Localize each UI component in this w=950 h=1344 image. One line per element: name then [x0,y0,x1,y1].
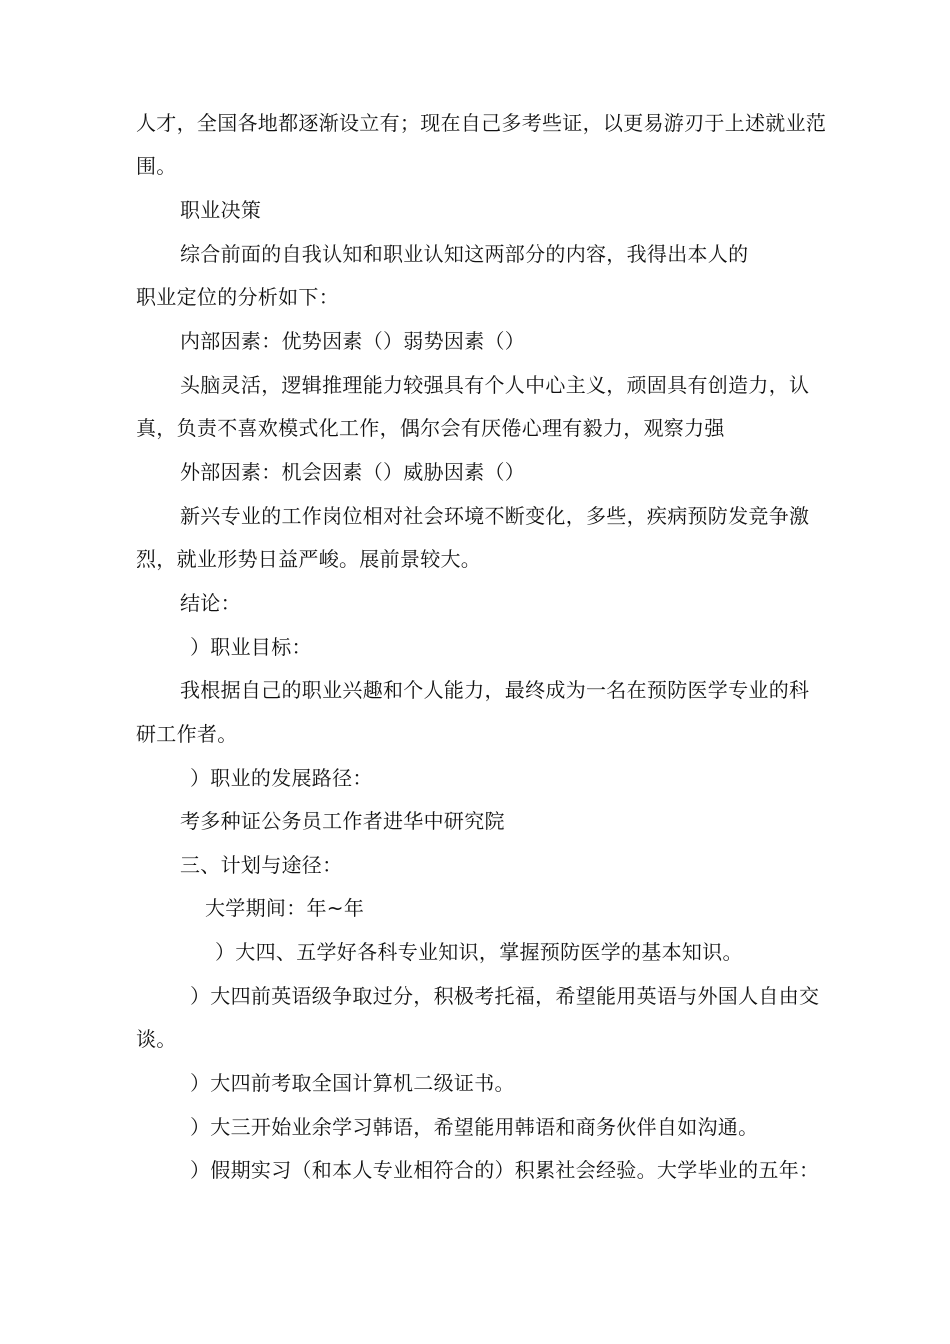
list-item: ）大四、五学好各科专业知识，掌握预防医学的基本知识。 [215,940,743,964]
paragraph-line: 内部因素：优势因素（）弱势因素（） [180,329,526,353]
list-item: ）职业目标： [190,635,312,659]
paragraph-line: 考多种证公务员工作者进华中研究院 [180,809,505,833]
section-heading: 三、计划与途径： [180,853,343,877]
paragraph-line: 外部因素：机会因素（）威胁因素（） [180,460,526,484]
paragraph-line: 研工作者。 [136,722,238,746]
list-item: ）大四前考取全国计算机二级证书。 [190,1071,515,1095]
list-item: ）假期实习（和本人专业相符合的）积累社会经验。大学毕业的五年： [190,1158,820,1182]
list-item: ）职业的发展路径： [190,766,373,790]
list-item: ）大三开始业余学习韩语，希望能用韩语和商务伙伴自如沟通。 [190,1115,759,1139]
paragraph-line: 烈，就业形势日益严峻。展前景较大。 [136,547,482,571]
paragraph-line: 人才，全国各地都逐渐设立有；现在自己多考些证，以更易游刃于上述就业范 [136,111,827,135]
paragraph-line: 头脑灵活，逻辑推理能力较强具有个人中心主义，顽固具有创造力，认 [180,373,810,397]
paragraph-line: 结论： [180,591,241,615]
paragraph-line: 综合前面的自我认知和职业认知这两部分的内容，我得出本人的 [180,242,749,266]
paragraph-line: 围。 [136,154,177,178]
paragraph-line: 新兴专业的工作岗位相对社会环境不断变化，多些，疾病预防发竞争激 [180,504,810,528]
paragraph-line: 职业定位的分析如下： [136,285,339,309]
list-item: ）大四前英语级争取过分，积极考托福，希望能用英语与外国人自由交 [190,984,820,1008]
paragraph-line: 大学期间：年~年 [205,896,365,920]
paragraph-line: 谈。 [136,1027,177,1051]
section-heading: 职业决策 [180,198,262,222]
paragraph-line: 真，负责不喜欢模式化工作，偶尔会有厌倦心理有毅力，观察力强 [136,416,725,440]
paragraph-line: 我根据自己的职业兴趣和个人能力，最终成为一名在预防医学专业的科 [180,678,810,702]
